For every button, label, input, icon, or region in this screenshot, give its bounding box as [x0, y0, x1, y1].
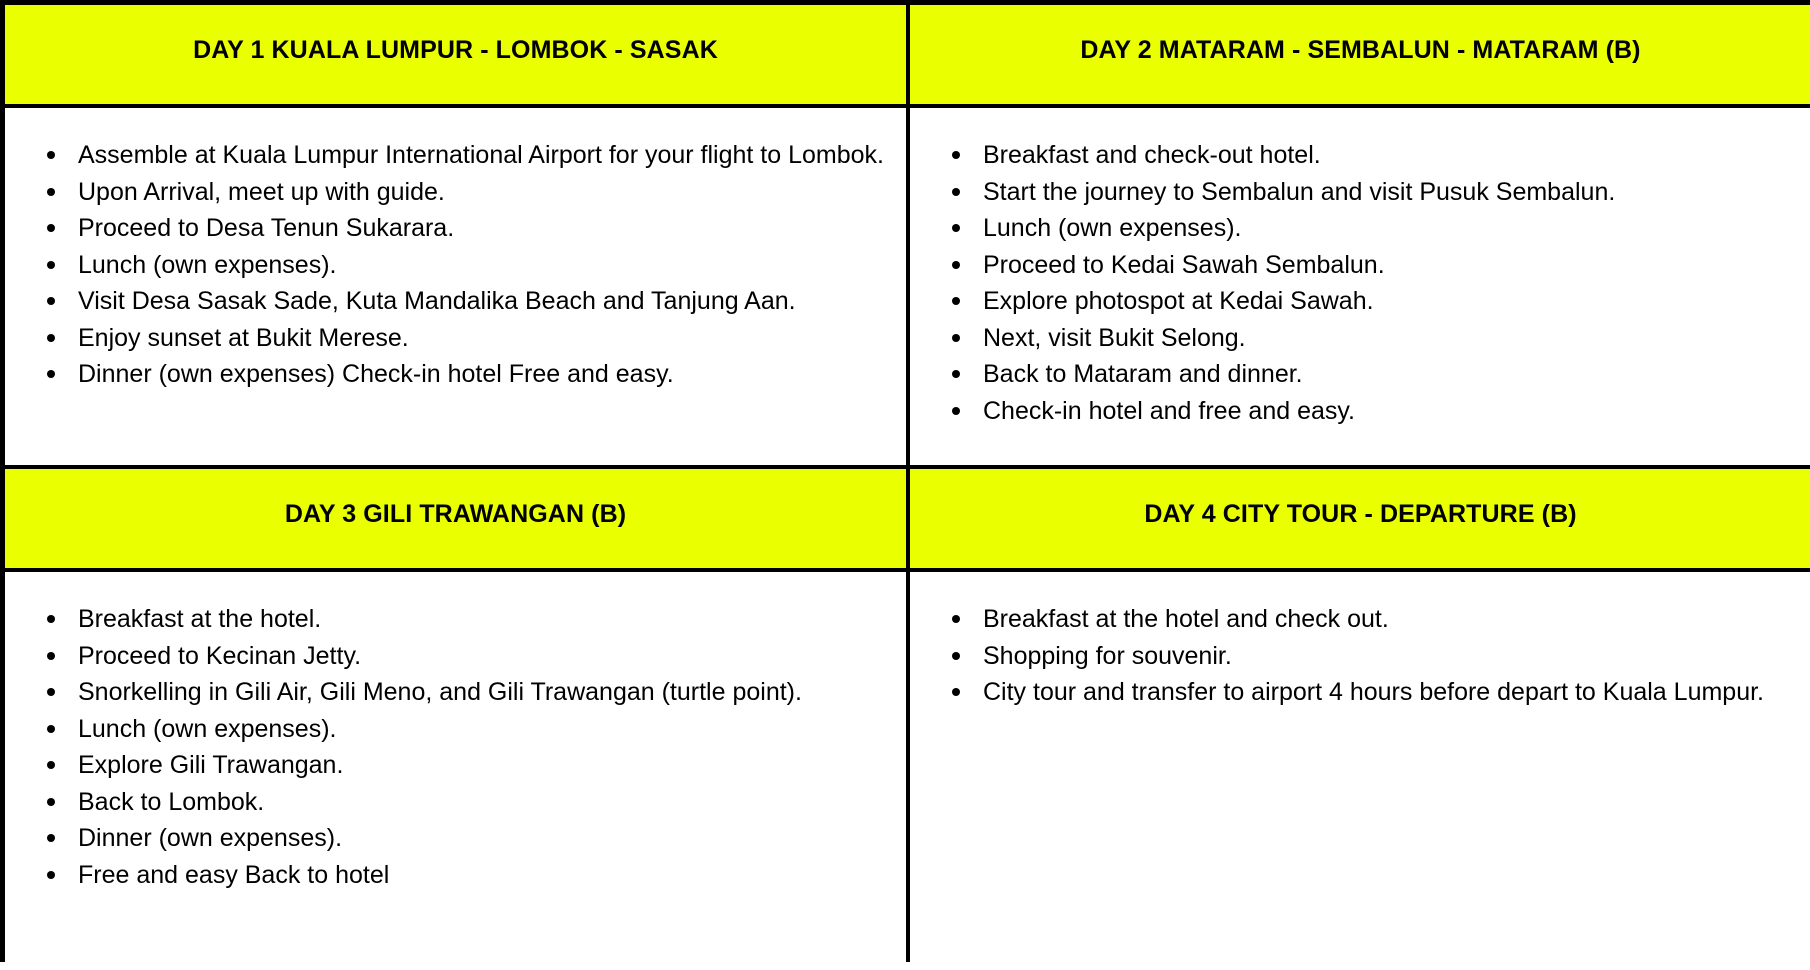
bullet-icon [952, 261, 960, 269]
list-item: Back to Mataram and dinner. [910, 356, 1801, 393]
bullet-icon [952, 652, 960, 660]
day-3-activity-list [5, 601, 896, 893]
list-item: Back to Lombok. [5, 784, 896, 821]
bullet-icon [47, 224, 55, 232]
list-item: Lunch (own expenses). [5, 711, 896, 748]
day-3-body [5, 572, 906, 967]
bullet-icon [952, 151, 960, 159]
bullet-icon [47, 761, 55, 769]
day-1-title: DAY 1 KUALA LUMPUR - LOMBOK - SASAK [193, 36, 718, 64]
list-item: Shopping for souvenir. [910, 638, 1801, 675]
bullet-icon [47, 652, 55, 660]
bullet-icon [47, 834, 55, 842]
bullet-icon [952, 407, 960, 415]
bullet-icon [47, 334, 55, 342]
day-3-title: DAY 3 GILI TRAWANGAN (B) [284, 500, 627, 528]
list-item: Free and easy Back to hotel [5, 857, 896, 894]
list-item: Start the journey to Sembalun and visit Pusuk Sembalun. [910, 174, 1801, 211]
list-item: Proceed to Kedai Sawah Sembalun. [910, 247, 1801, 284]
bullet-icon [47, 261, 55, 269]
bullet-icon [47, 688, 55, 696]
list-item: Breakfast at the hotel. [5, 601, 896, 638]
list-item: Lunch (own expenses). [910, 210, 1801, 247]
day-4-body [910, 572, 1810, 967]
list-item: Dinner (own expenses). [5, 820, 896, 857]
list-item: Upon Arrival, meet up with guide. [5, 174, 896, 211]
bullet-icon [47, 871, 55, 879]
day-2-header [910, 5, 1810, 104]
list-item: Visit Desa Sasak Sade, Kuta Mandalika Beach and Tanjung Aan. [5, 283, 896, 320]
day-4-header [910, 469, 1810, 568]
list-item: Lunch (own expenses). [5, 247, 896, 284]
day-4-title: DAY 4 CITY TOUR - DEPARTURE (B) [1144, 500, 1577, 528]
bullet-icon [952, 297, 960, 305]
bullet-icon [952, 188, 960, 196]
day-2-title: DAY 2 MATARAM - SEMBALUN - MATARAM (B) [1080, 36, 1641, 64]
bullet-icon [952, 370, 960, 378]
day-1-header [5, 5, 906, 104]
bullet-icon [952, 334, 960, 342]
bullet-icon [47, 615, 55, 623]
bullet-icon [952, 615, 960, 623]
list-item: Assemble at Kuala Lumpur International Airport for your flight to Lombok. [5, 137, 896, 174]
day-4-activity-list [910, 601, 1801, 711]
list-item: Snorkelling in Gili Air, Gili Meno, and Gili Trawangan (turtle point). [5, 674, 896, 711]
day-2-activity-list [910, 137, 1801, 429]
day-2-body [910, 108, 1810, 465]
list-item: Explore Gili Trawangan. [5, 747, 896, 784]
list-item: Explore photospot at Kedai Sawah. [910, 283, 1801, 320]
bullet-icon [952, 688, 960, 696]
list-item: Enjoy sunset at Bukit Merese. [5, 320, 896, 357]
day-3-header [5, 469, 906, 568]
bullet-icon [952, 224, 960, 232]
list-item: Proceed to Desa Tenun Sukarara. [5, 210, 896, 247]
day-1-activity-list [5, 137, 896, 393]
bullet-icon [47, 151, 55, 159]
list-item: Breakfast and check-out hotel. [910, 137, 1801, 174]
list-item: Proceed to Kecinan Jetty. [5, 638, 896, 675]
bullet-icon [47, 188, 55, 196]
list-item: Breakfast at the hotel and check out. [910, 601, 1801, 638]
list-item: City tour and transfer to airport 4 hours before depart to Kuala Lumpur. [910, 674, 1801, 711]
list-item: Next, visit Bukit Selong. [910, 320, 1801, 357]
list-item: Check-in hotel and free and easy. [910, 393, 1801, 430]
bullet-icon [47, 725, 55, 733]
day-1-body [5, 108, 906, 465]
list-item: Dinner (own expenses) Check-in hotel Free and easy. [5, 356, 896, 393]
bullet-icon [47, 297, 55, 305]
bullet-icon [47, 370, 55, 378]
bullet-icon [47, 798, 55, 806]
